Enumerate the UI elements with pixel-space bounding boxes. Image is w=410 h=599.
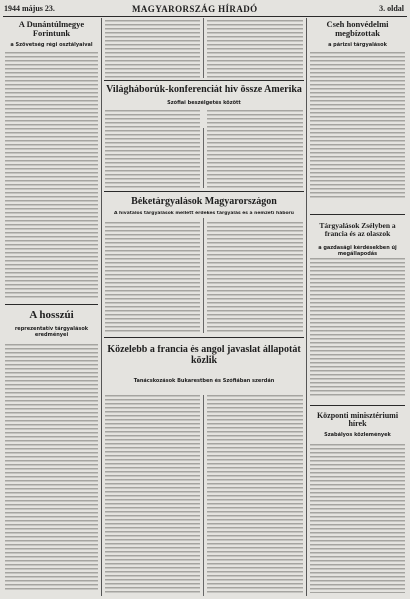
article-body-text	[105, 395, 200, 593]
column-divider	[203, 395, 204, 596]
article-body-text	[207, 110, 303, 188]
article-headline: Világháborúk-konferenciát hív össze Amerika	[106, 85, 302, 95]
article-headline: Cseh honvédelmi megbízottak	[326, 20, 389, 38]
article-body-text	[207, 222, 303, 334]
column-divider	[203, 128, 204, 188]
page-number: 3. oldal	[379, 4, 404, 13]
article-subheadline: a párizsi tárgyalások	[328, 42, 387, 48]
article-body-text	[310, 444, 405, 593]
article-separator	[310, 405, 405, 406]
column-divider	[203, 218, 204, 333]
article-headline: Közelebb a francia és angol javaslat állapotát közlik	[107, 345, 301, 366]
article-subheadline: Tanácskozások Bukarestben és Szófiában szerdán	[133, 378, 275, 384]
article-separator	[310, 214, 405, 215]
article-body-text	[5, 344, 98, 592]
article-separator	[104, 80, 304, 81]
article-separator	[104, 191, 304, 192]
column-divider	[203, 18, 204, 78]
article-subheadline: A hivatalos tárgyalások mellett érdekes tárgyalás és a nemzeti háború	[114, 211, 294, 216]
article-body-text	[207, 20, 303, 78]
article-headline: A Dunántúlmegye Forintunk	[18, 20, 85, 38]
article-headline: Tárgyalások Zsélyben a francia és az olaszok	[319, 222, 396, 238]
article-subheadline: Szabályos közlemények	[324, 432, 391, 438]
article-subheadline: reprezentatív tárgyalások eredményei	[14, 326, 89, 338]
article-body-text	[105, 222, 200, 334]
masthead-rule	[3, 16, 407, 17]
article-body-text	[105, 20, 200, 78]
column-divider	[101, 18, 102, 596]
article-separator	[5, 304, 98, 305]
article-headline: Központi minisztériumi hírek	[316, 412, 399, 429]
article-body-text	[207, 395, 303, 593]
article-subheadline: Szófiai beszélgetés között	[167, 100, 241, 106]
article-body-text	[310, 52, 405, 200]
issue-date: 1944 május 23.	[4, 4, 55, 13]
masthead	[4, 3, 406, 15]
newspaper-title: MAGYARORSZÁG HÍRADÓ	[132, 4, 258, 14]
article-body-text	[5, 52, 98, 300]
article-headline: Béketárgyalások Magyarországon	[131, 197, 277, 207]
article-body-text	[310, 258, 405, 396]
article-subheadline: a gazdasági kérdésekben új megállapodás	[318, 245, 397, 257]
article-subheadline: a Szövetség régi osztályaival	[10, 42, 93, 48]
article-headline: A hosszúi	[29, 310, 74, 321]
article-separator	[104, 337, 304, 338]
article-body-text	[105, 110, 200, 188]
column-divider	[306, 18, 307, 596]
